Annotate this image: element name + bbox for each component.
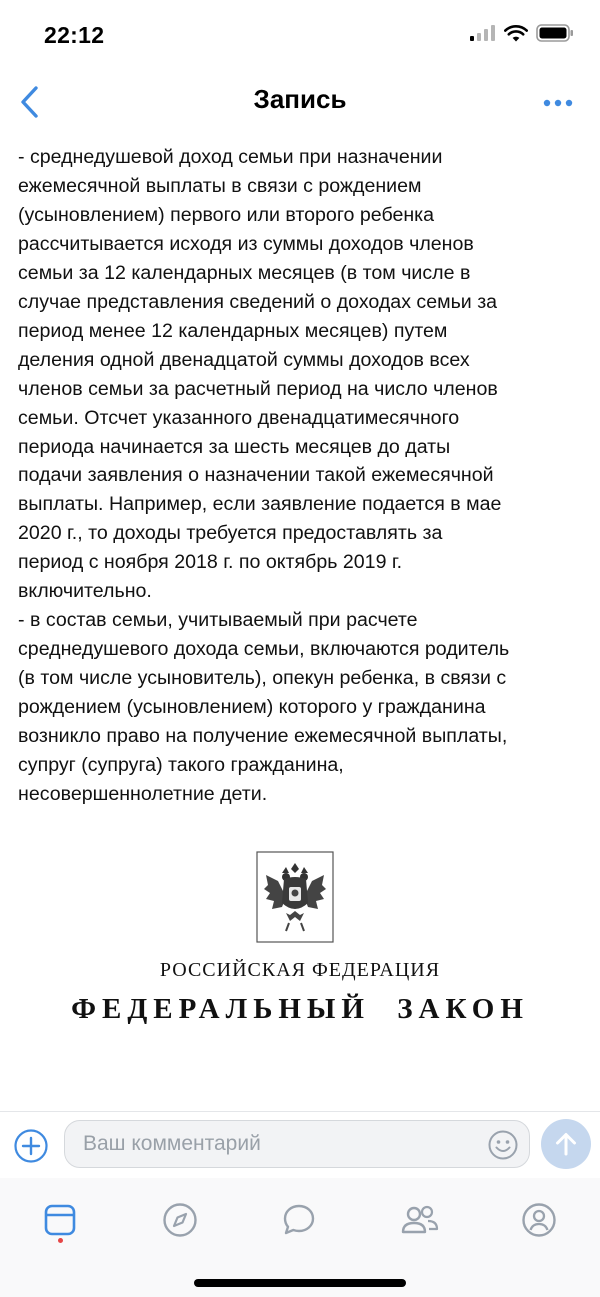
status-time: 22:12 (44, 22, 105, 48)
comment-input[interactable] (81, 1131, 465, 1157)
tab-bar (0, 1178, 600, 1297)
tab-news[interactable] (30, 1190, 90, 1250)
comment-input-wrapper (64, 1120, 530, 1168)
post-text-line: (в том числе усыновитель), опекун ребенка, в связи с (18, 667, 507, 690)
more-horizontal-icon (543, 99, 573, 107)
post-content (18, 143, 590, 809)
emoji-icon[interactable] (487, 1129, 519, 1161)
wifi-icon (504, 25, 528, 42)
send-button[interactable] (541, 1119, 591, 1169)
post-text-line: включительно. (18, 580, 152, 603)
tab-messages[interactable] (269, 1190, 329, 1250)
post-text-line: среднедушевого дохода семьи, включаются родитель (18, 638, 510, 661)
post-text-line: 2020 г., то доходы требуется предоставлять за (18, 522, 443, 545)
post-text-line: семьи за 12 календарных месяцев (в том числе в (18, 261, 471, 284)
post-text-line: ежемесячной выплаты в связи с рождением (18, 174, 422, 197)
page-title: Запись (253, 84, 347, 114)
post-text-line: подачи заявления о назначении такой ежемесячной (18, 464, 494, 487)
status-bar (0, 0, 600, 70)
compass-icon (162, 1202, 198, 1238)
home-indicator (194, 1279, 406, 1287)
post-text-line: (усыновлением) первого или второго ребенка (18, 203, 435, 226)
comment-bar (0, 1111, 600, 1178)
post-text-line: - среднедушевой доход семьи при назначении (18, 146, 443, 168)
notification-dot (58, 1238, 63, 1243)
coat-of-arms-icon (256, 851, 334, 943)
post-text-line: периода начинается за шесть месяцев до даты (18, 435, 451, 458)
post-text-line: случае представления сведений о доходах семьи за (18, 290, 498, 313)
post-text-line: возникло право на получение ежемесячной выплаты, (18, 725, 508, 748)
post-text (18, 143, 590, 809)
arrow-up-icon (554, 1131, 578, 1157)
cellular-signal-icon (470, 25, 496, 41)
status-icons (470, 24, 574, 42)
messages-icon (281, 1202, 317, 1238)
tab-profile[interactable] (509, 1190, 569, 1250)
post-text-line: деления одной двенадцатой суммы доходов всех (18, 348, 470, 371)
battery-icon (536, 24, 574, 42)
post-image[interactable] (70, 845, 530, 1055)
tab-discover[interactable] (150, 1190, 210, 1250)
post-text-line: - в состав семьи, учитываемый при расчете (18, 609, 418, 632)
post-text-line: супруг (супруга) такого гражданина, (18, 754, 344, 777)
post-text-line: выплаты. Например, если заявление подается в мае (18, 493, 502, 516)
add-attachment-icon[interactable] (13, 1128, 49, 1164)
law-country-text: РОССИЙСКАЯ ФЕДЕРАЦИЯ (159, 959, 441, 981)
post-text-line: рассчитывается исходя из суммы доходов членов (18, 232, 474, 255)
post-text-line: период менее 12 календарных месяцев) путем (18, 319, 448, 342)
post-text-line: членов семьи за расчетный период на число членов (18, 377, 498, 400)
nav-bar (0, 70, 600, 134)
more-button[interactable] (538, 88, 578, 118)
post-text-line: семьи. Отсчет указанного двенадцатимесячного (18, 406, 460, 429)
friends-icon (400, 1203, 440, 1237)
post-text-line: несовершеннолетние дети. (18, 782, 268, 805)
law-title-text: ФЕДЕРАЛЬНЫЙ ЗАКОН (71, 993, 529, 1025)
post-text-line: рождением (усыновлением) которого у гражданина (18, 696, 486, 719)
post-text-line: период с ноября 2018 г. по октябрь 2019 г. (18, 551, 403, 574)
profile-icon (521, 1202, 557, 1238)
news-icon (43, 1203, 77, 1237)
tab-friends[interactable] (390, 1190, 450, 1250)
